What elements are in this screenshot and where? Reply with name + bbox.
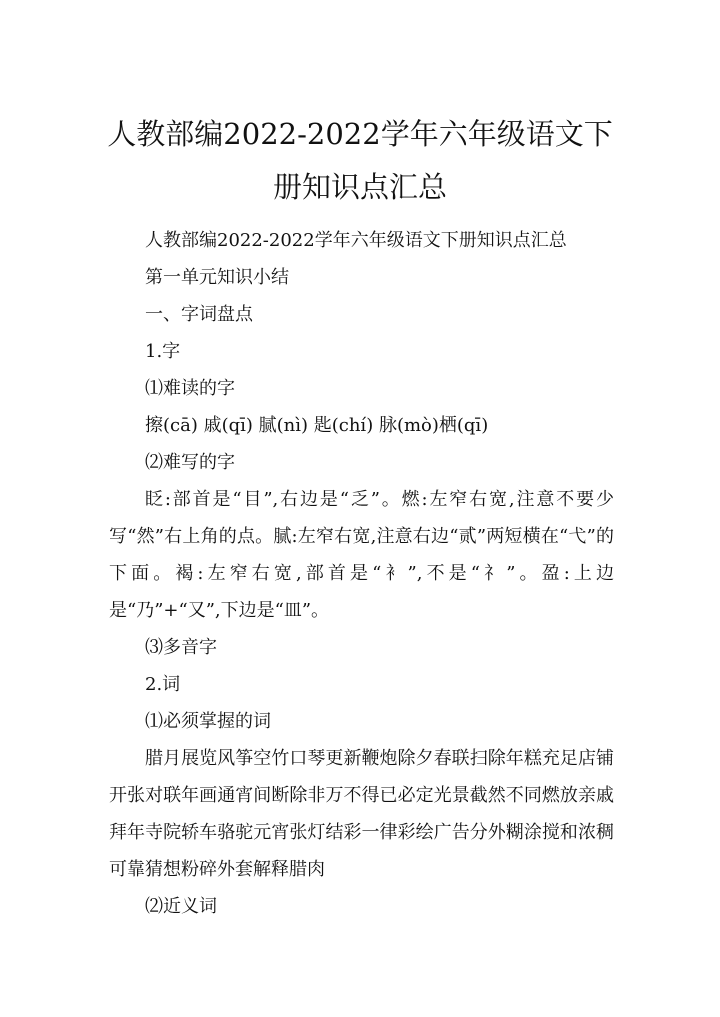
paragraph-words: 2.词 [145,674,181,695]
paragraph-doc-heading: 人教部编2022-2022学年六年级语文下册知识点汇总 [145,230,567,251]
paragraph-section-words: 一、字词盘点 [145,304,253,325]
paragraph-must-master: ⑴必须掌握的词 [145,711,271,732]
paragraph-polyphones: ⑶多音字 [145,637,217,658]
paragraph-hard-to-write: ⑵难写的字 [145,452,235,473]
document-title: 人教部编2022-2022学年六年级语文下册知识点汇总 [107,117,613,204]
paragraph-hard-to-read: ⑴难读的字 [145,378,235,399]
paragraph-word-list: 腊月展览风筝空竹口琴更新鞭炮除夕春联扫除年糕充足店铺开张对联年画通宵间断除非万不得已必定光景截然不同燃放亲戚拜年寺院轿车骆驼元宵张灯结彩一律彩绘广告分外糊涂搅和浓稠可靠猜想粉碎外套解释腊肉 [109,748,614,880]
paragraph-pinyin-list: 擦(cā) 戚(qī) 腻(nì) 匙(chí) 脉(mò)栖(qī) [145,415,489,436]
paragraph-characters: 1.字 [145,341,181,362]
paragraph-writing-notes: 眨:部首是“目”,右边是“乏”。燃:左窄右宽,注意不要少写“然”右上角的点。腻:左窄右宽,注意右边“贰”两短横在“弋”的下面。褐:左窄右宽,部首是“衤”,不是“礻”。盈:上边是“乃”+“又”,下边是“皿”。 [109,489,614,621]
paragraph-unit-summary: 第一单元知识小结 [145,267,289,288]
document-body [109,222,614,925]
paragraph-synonyms: ⑵近义词 [145,896,217,917]
